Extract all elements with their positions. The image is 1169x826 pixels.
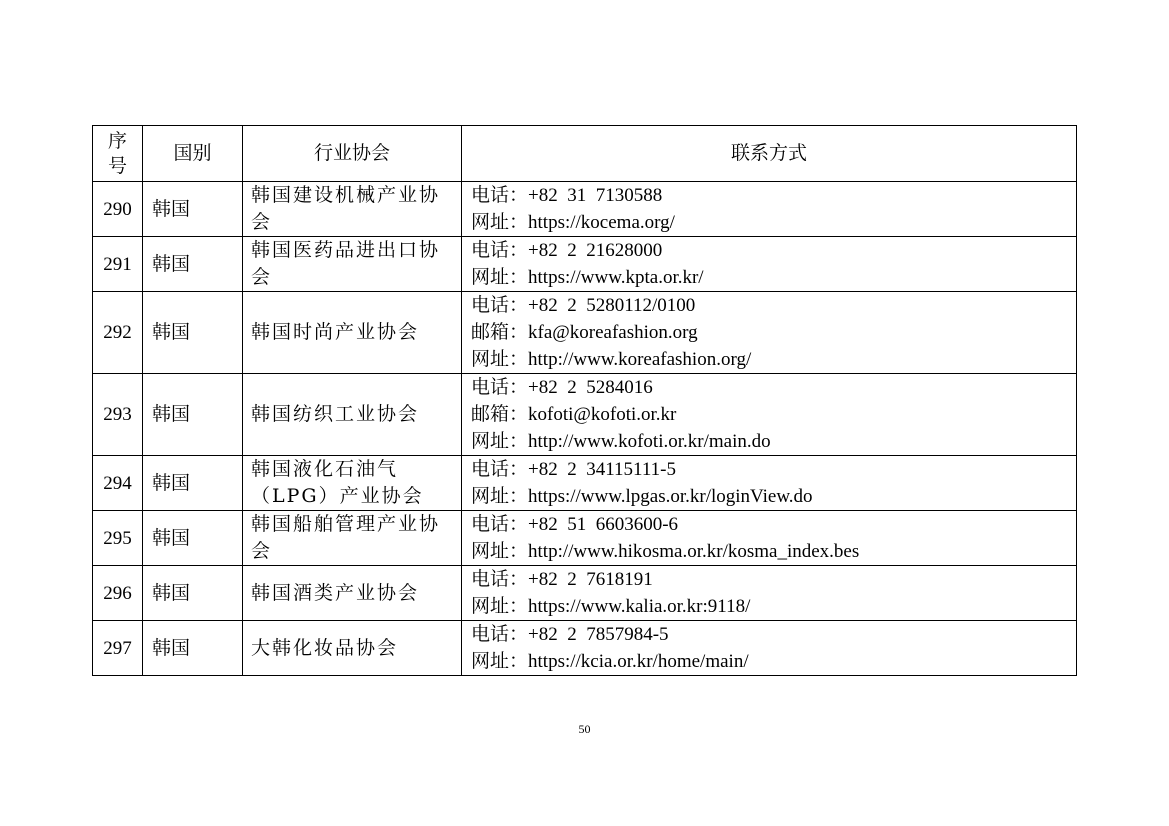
table-row xyxy=(93,511,1077,566)
table-header-row xyxy=(93,126,1077,182)
contact-label: 邮箱： xyxy=(471,321,529,343)
contact-line xyxy=(471,374,1076,401)
contact-line xyxy=(471,209,1076,236)
country-cell: 韩国 xyxy=(143,566,243,621)
contact-line xyxy=(471,593,1076,620)
contact-line xyxy=(471,401,1076,428)
header-serial-number-line1: 序 xyxy=(107,129,127,152)
contact-label: 电话： xyxy=(471,568,529,590)
contact-label: 网址： xyxy=(471,485,529,507)
contact-label: 网址： xyxy=(471,430,529,452)
contact-cell xyxy=(462,566,1077,621)
contact-line xyxy=(471,648,1076,675)
contact-label: 电话： xyxy=(471,623,529,645)
association-cell: 韩国时尚产业协会 xyxy=(243,292,462,374)
contact-label: 电话： xyxy=(471,376,529,398)
contact-value: https://kocema.org/ xyxy=(528,212,675,233)
country-cell: 韩国 xyxy=(143,621,243,676)
association-cell: 韩国医药品进出口协会 xyxy=(243,237,462,292)
serial-number-cell: 294 xyxy=(93,456,143,511)
header-contact: 联系方式 xyxy=(462,126,1077,182)
contact-cell xyxy=(462,456,1077,511)
contact-label: 网址： xyxy=(471,266,529,288)
contact-value: https://kcia.or.kr/home/main/ xyxy=(528,651,749,672)
contact-value: +82 2 5284016 xyxy=(528,377,653,398)
contact-value: https://www.kalia.or.kr:9118/ xyxy=(528,596,751,617)
table-row xyxy=(93,374,1077,456)
table-row xyxy=(93,566,1077,621)
contact-cell xyxy=(462,182,1077,237)
contact-label: 网址： xyxy=(471,348,529,370)
serial-number-cell: 293 xyxy=(93,374,143,456)
country-cell: 韩国 xyxy=(143,292,243,374)
contact-label: 电话： xyxy=(471,458,529,480)
serial-number-cell: 296 xyxy=(93,566,143,621)
contact-value: +82 51 6603600-6 xyxy=(528,514,679,535)
contact-label: 电话： xyxy=(471,513,529,535)
contact-line xyxy=(471,511,1076,538)
table-row xyxy=(93,292,1077,374)
contact-value: kfa@koreafashion.org xyxy=(528,322,698,343)
contact-cell xyxy=(462,237,1077,292)
contact-cell xyxy=(462,374,1077,456)
serial-number-cell: 292 xyxy=(93,292,143,374)
association-cell: 韩国纺织工业协会 xyxy=(243,374,462,456)
contact-line xyxy=(471,237,1076,264)
contact-value: kofoti@kofoti.or.kr xyxy=(528,404,677,425)
contact-line xyxy=(471,264,1076,291)
table-row xyxy=(93,237,1077,292)
contact-label: 电话： xyxy=(471,239,529,261)
contact-value: +82 2 5280112/0100 xyxy=(528,295,696,316)
contact-label: 网址： xyxy=(471,540,529,562)
contact-label: 电话： xyxy=(471,184,529,206)
header-association: 行业协会 xyxy=(243,126,462,182)
contact-line xyxy=(471,182,1076,209)
contact-line xyxy=(471,456,1076,483)
contact-line xyxy=(471,319,1076,346)
country-cell: 韩国 xyxy=(143,182,243,237)
table-row xyxy=(93,456,1077,511)
contact-line xyxy=(471,621,1076,648)
contact-value: http://www.koreafashion.org/ xyxy=(528,349,752,370)
table-row xyxy=(93,621,1077,676)
association-cell: 韩国酒类产业协会 xyxy=(243,566,462,621)
contact-line xyxy=(471,538,1076,565)
contact-label: 网址： xyxy=(471,211,529,233)
contact-value: +82 31 7130588 xyxy=(528,185,663,206)
country-cell: 韩国 xyxy=(143,511,243,566)
association-cell: 韩国建设机械产业协会 xyxy=(243,182,462,237)
contact-value: https://www.lpgas.or.kr/loginView.do xyxy=(528,486,813,507)
association-cell: 韩国船舶管理产业协会 xyxy=(243,511,462,566)
contact-label: 网址： xyxy=(471,650,529,672)
contact-line xyxy=(471,483,1076,510)
serial-number-cell: 290 xyxy=(93,182,143,237)
country-cell: 韩国 xyxy=(143,374,243,456)
contact-line xyxy=(471,428,1076,455)
header-country: 国别 xyxy=(143,126,243,182)
contact-cell xyxy=(462,621,1077,676)
contact-line xyxy=(471,292,1076,319)
page-number: 50 xyxy=(578,722,591,736)
contact-value: http://www.kofoti.or.kr/main.do xyxy=(528,431,771,452)
header-serial-number xyxy=(93,126,143,182)
contact-value: +82 2 34115111-5 xyxy=(528,459,676,480)
contact-value: http://www.hikosma.or.kr/kosma_index.bes xyxy=(528,541,860,562)
contact-cell xyxy=(462,511,1077,566)
country-cell: 韩国 xyxy=(143,456,243,511)
table-row xyxy=(93,182,1077,237)
contact-line xyxy=(471,566,1076,593)
association-contact-table xyxy=(92,125,1077,676)
contact-value: +82 2 21628000 xyxy=(528,240,663,261)
contact-label: 网址： xyxy=(471,595,529,617)
contact-cell xyxy=(462,292,1077,374)
contact-value: +82 2 7618191 xyxy=(528,569,653,590)
contact-value: +82 2 7857984-5 xyxy=(528,624,669,645)
serial-number-cell: 291 xyxy=(93,237,143,292)
table-body xyxy=(93,182,1077,676)
serial-number-cell: 297 xyxy=(93,621,143,676)
association-cell: 大韩化妆品协会 xyxy=(243,621,462,676)
contact-line xyxy=(471,346,1076,373)
contact-label: 邮箱： xyxy=(471,403,529,425)
association-cell: 韩国液化石油气（LPG）产业协会 xyxy=(243,456,462,511)
contact-label: 电话： xyxy=(471,294,529,316)
header-serial-number-line2: 号 xyxy=(107,154,127,177)
country-cell: 韩国 xyxy=(143,237,243,292)
serial-number-cell: 295 xyxy=(93,511,143,566)
contact-value: https://www.kpta.or.kr/ xyxy=(528,267,704,288)
